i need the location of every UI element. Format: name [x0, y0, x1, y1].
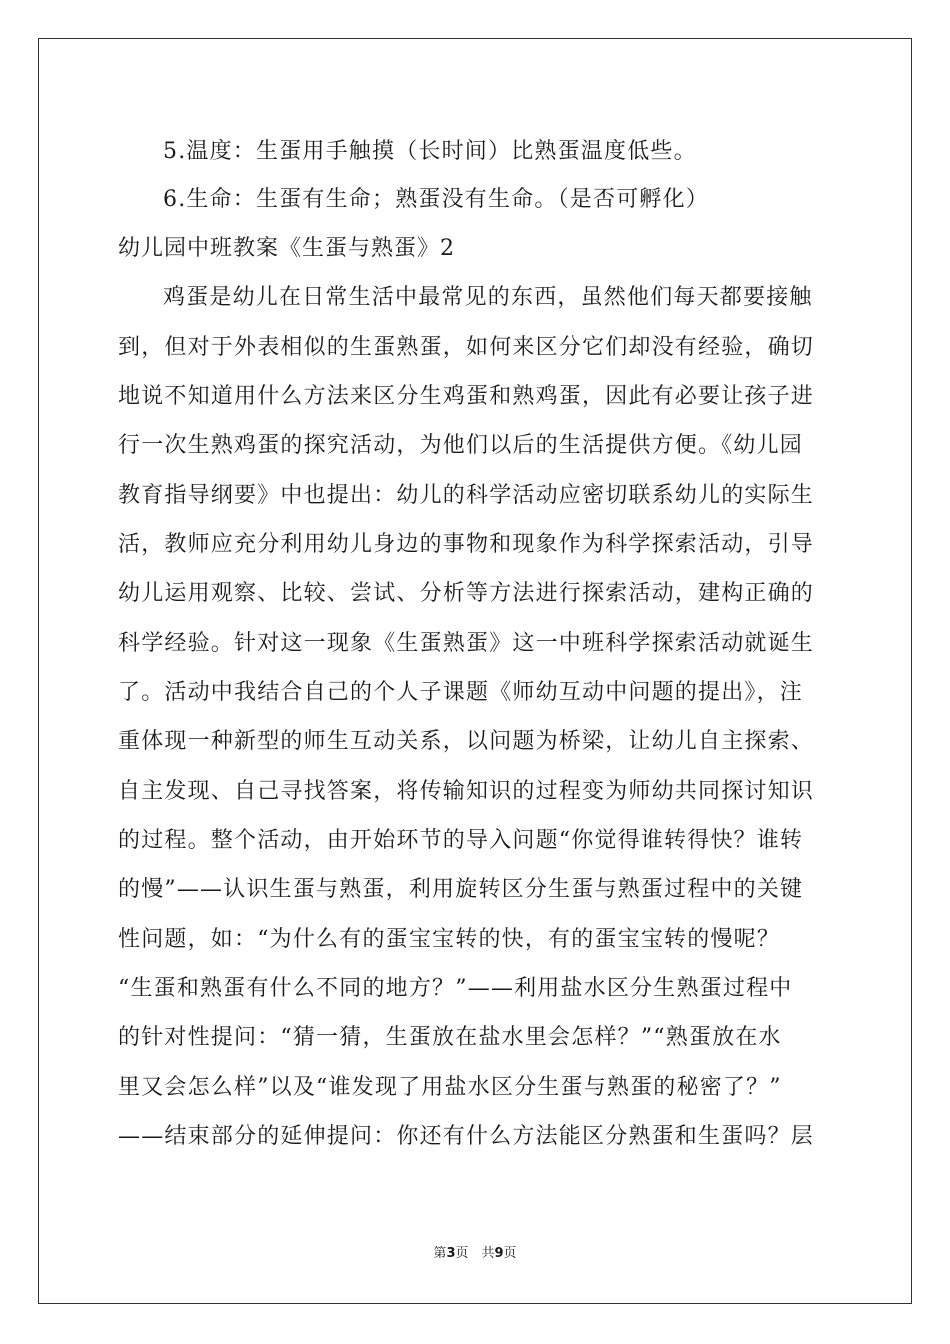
- list-item-temperature: 5.温度：生蛋用手触摸（长时间）比熟蛋温度低些。: [163, 139, 697, 164]
- paragraph-line: 的慢”——认识生蛋与熟蛋，利用旋转区分生蛋与熟蛋过程中的关键: [118, 877, 804, 902]
- current-page-number: 3: [446, 1246, 456, 1261]
- paragraph-line: 活，教师应充分利用幼儿身边的事物和现象作为科学探索活动，引导: [118, 532, 815, 557]
- total-page-number: 9: [494, 1246, 504, 1261]
- page-border: [38, 38, 912, 1304]
- paragraph-line: 鸡蛋是幼儿在日常生活中最常见的东西，虽然他们每天都要接触: [163, 285, 813, 310]
- paragraph-line: 到，但对于外表相似的生蛋熟蛋，如何来区分它们却没有经验，确切: [118, 335, 815, 360]
- paragraph-line: 重体现一种新型的师生互动关系，以问题为桥梁，让幼儿自主探索、: [118, 729, 815, 754]
- paragraph-line: ——结束部分的延伸提问：你还有什么方法能区分熟蛋和生蛋吗？层: [118, 1124, 815, 1149]
- page-footer: [0, 1242, 950, 1261]
- page-mid: 页 共: [455, 1246, 495, 1261]
- list-item-life: 6.生命：生蛋有生命；熟蛋没有生命。（是否可孵化）: [163, 187, 709, 212]
- page-suffix: 页: [503, 1246, 517, 1261]
- page-prefix: 第: [433, 1246, 447, 1261]
- paragraph-line: 的针对性提问：“猜一猜，生蛋放在盐水里会怎样？”“熟蛋放在水: [118, 1025, 782, 1050]
- paragraph-line: “生蛋和熟蛋有什么不同的地方？”——利用盐水区分生熟蛋过程中: [118, 976, 793, 1001]
- paragraph-line: 性问题，如：“为什么有的蛋宝宝转的快，有的蛋宝宝转的慢呢？: [118, 927, 781, 952]
- paragraph-line: 科学经验。针对这一现象《生蛋熟蛋》这一中班科学探索活动就诞生: [118, 631, 815, 656]
- paragraph-line: 里又会怎么样”以及“谁发现了用盐水区分生蛋与熟蛋的秘密了？”: [118, 1075, 782, 1100]
- paragraph-line: 了。活动中我结合自己的个人子课题《师幼互动中问题的提出》，注: [118, 680, 804, 705]
- paragraph-line: 自主发现、自己寻找答案，将传输知识的过程变为师幼共同探讨知识: [118, 779, 815, 804]
- paragraph-line: 幼儿运用观察、比较、尝试、分析等方法进行探索活动，建构正确的: [118, 581, 815, 606]
- paragraph-line: 地说不知道用什么方法来区分生鸡蛋和熟鸡蛋，因此有必要让孩子进: [118, 384, 815, 409]
- paragraph-line: 教育指导纲要》中也提出：幼儿的科学活动应密切联系幼儿的实际生: [118, 483, 815, 508]
- paragraph-line: 行一次生熟鸡蛋的探究活动，为他们以后的生活提供方便。《幼儿园: [118, 433, 804, 458]
- paragraph-line: 的过程。整个活动，由开始环节的导入问题“你觉得谁转得快？谁转: [118, 828, 804, 853]
- section-title: 幼儿园中班教案《生蛋与熟蛋》2: [118, 236, 455, 261]
